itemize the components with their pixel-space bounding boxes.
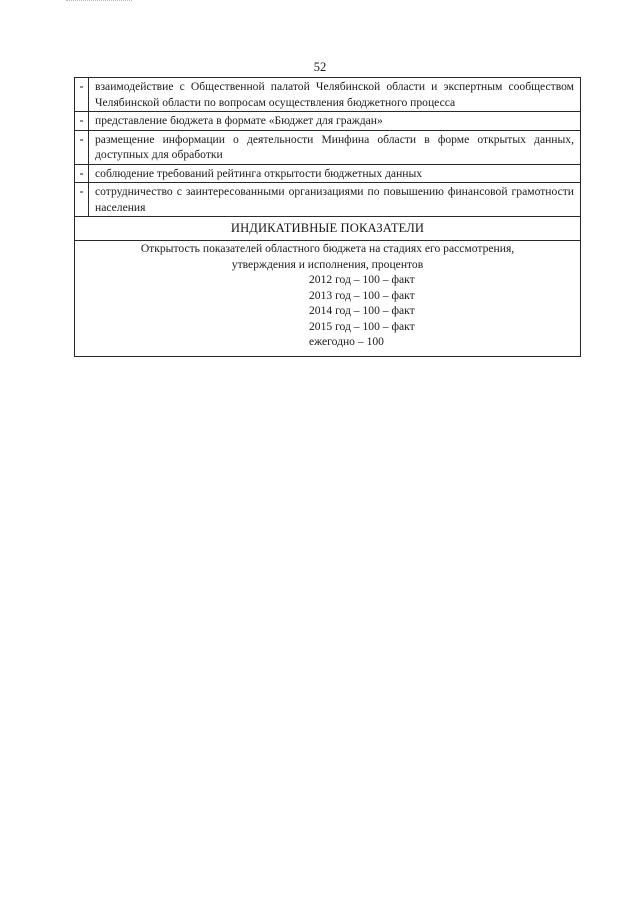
indicator-value-2012: 2012 год – 100 – факт xyxy=(309,273,415,286)
measure-text: размещение информации о деятельности Минфина области в форме открытых данных, доступных для обработки xyxy=(89,130,581,164)
indicator-value-2014: 2014 год – 100 – факт xyxy=(309,304,415,317)
measure-text: представление бюджета в формате «Бюджет для граждан» xyxy=(89,112,581,131)
indicator-values xyxy=(79,272,576,350)
table-row xyxy=(75,130,581,164)
bullet-marker: - xyxy=(75,78,89,112)
table-row xyxy=(75,112,581,131)
indicator-row xyxy=(75,241,581,357)
measures-table xyxy=(74,77,581,357)
measure-text: сотрудничество с заинтересованными организациями по повышению финансовой грамотности населения xyxy=(89,183,581,217)
bullet-marker: - xyxy=(75,164,89,183)
indicator-value-annual: ежегодно – 100 xyxy=(309,335,384,348)
indicators-heading: ИНДИКАТИВНЫЕ ПОКАЗАТЕЛИ xyxy=(75,217,581,241)
bullet-marker: - xyxy=(75,130,89,164)
table-row xyxy=(75,78,581,112)
bullet-marker: - xyxy=(75,112,89,131)
indicator-title-line-2: утверждения и исполнения, процентов xyxy=(231,257,424,271)
page-number: 52 xyxy=(313,60,327,74)
table-row xyxy=(75,164,581,183)
indicator-title-line-1: Открытость показателей областного бюджета на стадиях его рассмотрения, xyxy=(140,242,515,255)
bullet-marker: - xyxy=(75,183,89,217)
table-heading-row xyxy=(75,217,581,241)
measure-text: взаимодействие с Общественной палатой Челябинской области и экспертным сообществом Челябинской области по вопросам осуществления бюджетного процесса xyxy=(89,78,581,112)
indicator-value-2015: 2015 год – 100 – факт xyxy=(309,319,415,333)
measure-text: соблюдение требований рейтинга открытости бюджетных данных xyxy=(89,164,581,183)
table-row xyxy=(75,183,581,217)
indicator-value-2013: 2013 год – 100 – факт xyxy=(309,288,415,302)
scan-artifact-line xyxy=(66,0,132,3)
indicator-cell xyxy=(75,241,581,357)
